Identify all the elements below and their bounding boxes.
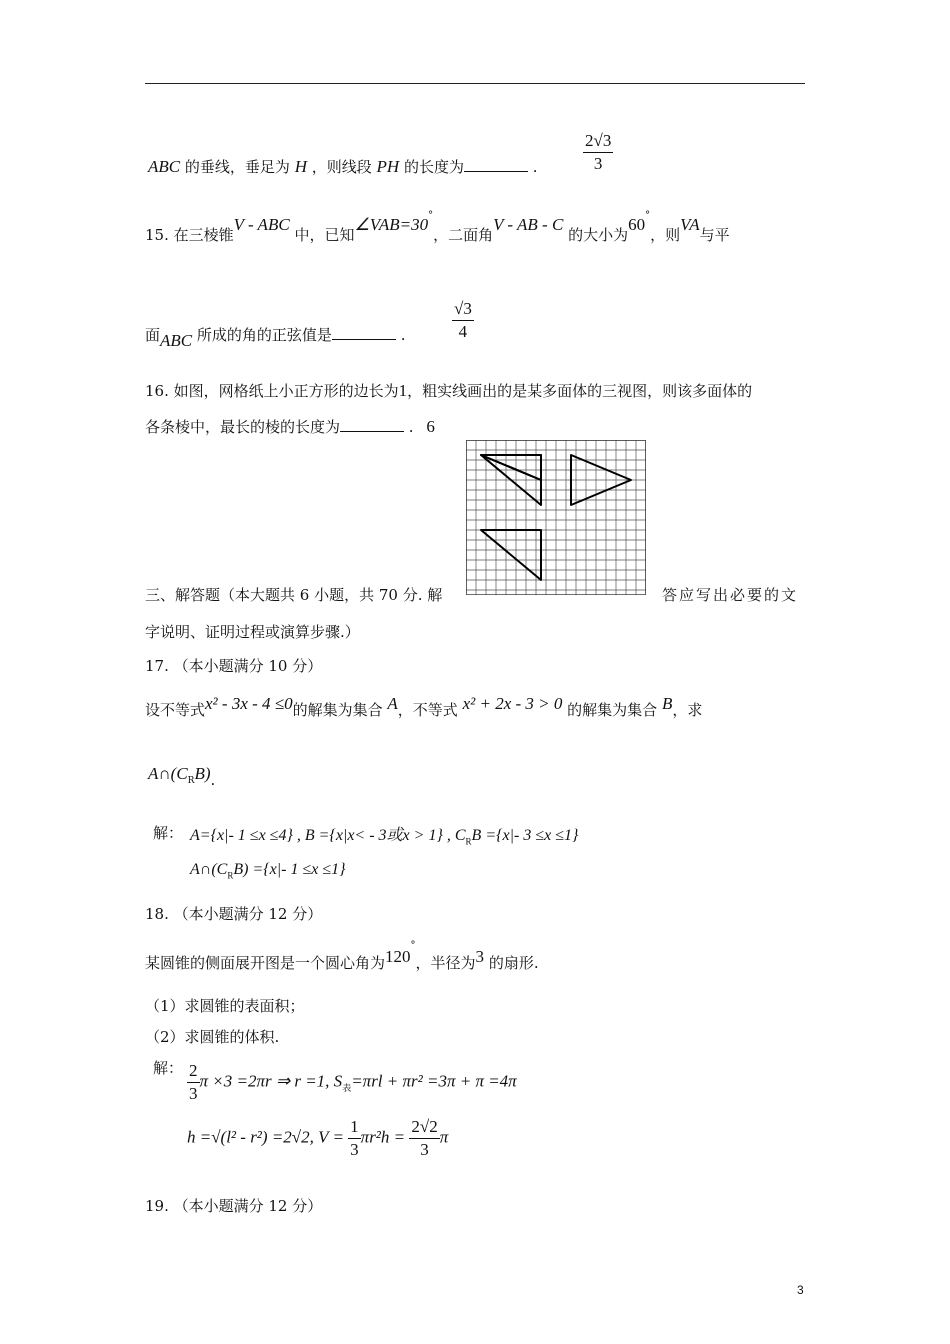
q18-part1: （1）求圆锥的表面积； [145,997,305,1015]
q14-tail-line [148,157,538,177]
q14-text3: 的长度为 [404,158,465,176]
q18-sol2-f2-num: 2√2 [409,1116,439,1139]
q17-target-end: B) [194,764,211,783]
q15-line2-prefix: 面 [145,326,161,344]
q18-sol2-start: h =√(l² - r²) =2√2, V = [187,1127,344,1147]
three-view-figure [466,440,646,599]
q14-answer-den: 3 [593,154,603,173]
q17-header: 17. （本小题满分 10 分） [145,657,323,675]
q15-t2: ，二面角 [433,226,494,244]
q18-sol-label: 解： [153,1059,184,1077]
section3-line2: 字说明、证明过程或演算步骤.） [145,623,360,641]
q16-line2 [145,417,435,437]
q17-t1: 设不等式 [145,701,206,719]
q16-line1b: ，粗实线画出的是某多面体的三视图，则该多面体的 [407,382,753,400]
q17-sol1-main: A={x|- 1 ≤x ≤4} , B ={x|x< - 3或x > 1} , C [190,827,466,844]
q18-sol2-fraction1 [348,1116,361,1161]
q15-abc: ABC [160,331,193,350]
q18-sol1-den: 3 [189,1084,198,1103]
q17-target-main: A∩(C [148,764,188,783]
q16-period: . [408,418,414,436]
q17-ineq1: x² - 3x - 4 ≤0 [205,694,293,713]
q15-period: . [400,326,406,344]
q18-sol1-fraction [187,1060,200,1105]
q17-b: B [661,694,673,713]
q17-a: A [387,694,398,713]
q17-target-period: . [210,771,216,789]
q17-t2: 的解集为集合 [292,701,383,719]
q14-blank [464,157,528,172]
q15-t3: 的大小为 [568,226,629,244]
q17-sol-line2 [190,859,346,880]
q15-t5: 与平 [699,226,730,244]
q18-sol1-rest: π ×3 =2πr ⇒ r =1, S [199,1071,343,1091]
q17-sol1-sub: R [465,836,472,847]
q14-answer-fraction [583,130,613,175]
page-number: 3 [797,1283,804,1297]
q15-t4: ，则 [650,226,681,244]
q17-t5: ，求 [672,701,703,719]
top-view-triangle [481,530,541,580]
q18-sol2-end: π [439,1127,449,1147]
q15-line2 [145,325,406,350]
q18-header: 18. （本小题满分 12 分） [145,905,323,923]
q16-line1: 16. 如图，网格纸上小正方形的边长为 [145,382,399,400]
q17-sol2-main: A∩(C [190,861,228,878]
q15-answer-fraction [452,298,474,343]
q15-deg: ° [428,210,434,221]
q18-sol2-mid: πr²h = [360,1127,406,1147]
q15-label: 15. 在三棱锥 [145,226,234,244]
q15-blank [332,325,396,340]
q17-sol2-end: B) ={x|- 1 ≤x ≤1} [233,861,346,878]
three-view-grid [466,440,646,595]
q17-sol-line1 [190,822,578,846]
q15-t1: 中，已知 [294,226,355,244]
q14-text1: 的垂线，垂足为 [184,158,290,176]
q18-sol-line2 [187,1116,448,1161]
q17-ineq2: x² + 2x - 3 > 0 [462,694,563,713]
q15-dihedral: V - AB - C [493,215,564,234]
q17-t4: 的解集为集合 [567,701,658,719]
header-rule [145,83,805,84]
q15-line1 [145,210,730,245]
q17-sol-label: 解： [153,824,184,842]
q17-t3: ，不等式 [397,701,458,719]
q15-sixty: 60 [628,215,646,234]
q17-statement [145,694,703,720]
q18-sol1-end: =πrl + πr² =3π + π =4π [351,1071,517,1091]
front-view-triangle-outer [481,455,541,480]
q15-deg2: ° [645,210,651,221]
q14-period: . [532,158,538,176]
q18-statement [145,940,539,973]
q14-abc: ABC [148,157,181,176]
q14-answer-num: 2√3 [583,130,613,153]
q17-target-sub: R [187,776,195,786]
q17-sol2-sub: R [227,870,234,881]
q18-sol2-f2-den: 3 [420,1140,429,1159]
q17-sol1-end: B ={x|- 3 ≤x ≤1} [471,827,579,844]
q14-ph: PH [376,157,400,176]
q18-t1: 某圆锥的侧面展开图是一个圆心角为 [145,954,386,972]
q16-line2: 各条棱中，最长的棱的长度为 [145,418,341,436]
q18-part2: （2）求圆锥的体积. [145,1028,280,1046]
q18-t3: 的扇形. [488,954,539,972]
q16-answer: 6 [426,417,435,436]
q16-one: 1 [398,381,408,400]
q18-sol2-f1-num: 1 [348,1116,361,1139]
q15-line2-text: 所成的角的正弦值是 [196,326,332,344]
q14-h: H [294,157,307,176]
q15-angle: ∠VAB=30 [354,215,429,234]
section3-right: 答应写出必要的文 [662,586,799,604]
q15-answer-num: √3 [452,298,474,321]
q18-sol1-num: 2 [187,1060,200,1083]
q18-deg: ° [410,940,416,951]
q18-angle: 120 [385,947,411,966]
q19-header: 19. （本小题满分 12 分） [145,1197,323,1215]
q18-r: 3 [475,947,485,966]
q16-line1 [145,381,752,401]
q14-text2: ，则线段 [311,158,372,176]
q17-target [148,764,215,791]
q18-sol2-fraction2 [409,1116,439,1161]
q18-t2: ，半径为 [415,954,476,972]
q18-sol2-f1-den: 3 [350,1140,359,1159]
q16-blank [340,417,404,432]
q18-sol1-sub: 表 [342,1083,352,1094]
q15-answer-den: 4 [458,322,468,341]
q15-tetra: V - ABC [233,215,290,234]
q18-sol-line1 [187,1060,517,1105]
q15-va: VA [680,215,700,234]
section3-left: 三、解答题（本大题共 6 小题，共 70 分. 解 [145,586,443,604]
